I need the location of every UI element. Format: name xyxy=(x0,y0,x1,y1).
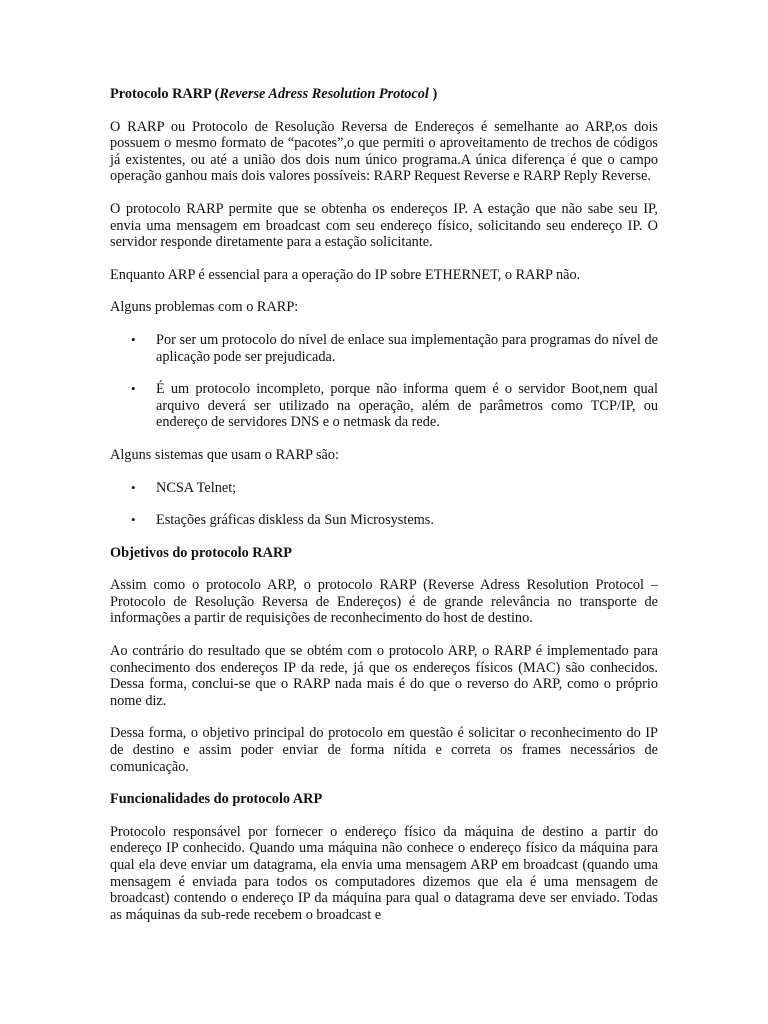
document-body xyxy=(110,86,658,939)
list-item xyxy=(110,381,658,431)
list-item-text: NCSA Telnet; xyxy=(156,479,237,496)
list-item-text: Estações gráficas diskless da Sun Microsystems. xyxy=(156,512,434,529)
bullet-icon: • xyxy=(131,331,136,347)
heading-protocolo-rarp xyxy=(110,86,658,103)
bullet-icon: • xyxy=(131,381,136,397)
heading-objetivos: Objetivos do protocolo RARP xyxy=(110,544,293,561)
paragraph-objetivos-2: Ao contrário do resultado que se obtém com o protocolo ARP, o RARP é implementado para conhecimento dos endereços IP da rede, já que os endereços físicos (MAC) são conhecidos. Dessa forma, conclui-se que o RARP nada mais é do que o reverso do ARP, como o próprio nome diz. xyxy=(110,643,658,709)
bullet-icon: • xyxy=(131,512,136,528)
paragraph-objetivos-3: Dessa forma, o objetivo principal do protocolo em questão é solicitar o reconhecimento do IP de destino e assim poder enviar de forma nítida e correta os frames necessários de comunicação. xyxy=(110,725,658,775)
heading-funcionalidades: Funcionalidades do protocolo ARP xyxy=(110,791,323,808)
paragraph-rarp-ip: O protocolo RARP permite que se obtenha os endereços IP. A estação que não sabe seu IP, envia uma mensagem em broadcast com seu endereço físico, solicitando seu endereço IP. O servidor responde diretamente para a estação solicitante. xyxy=(110,200,658,251)
heading-text: Protocolo RARP ( xyxy=(110,86,220,102)
list-item xyxy=(110,512,658,529)
paragraph-arp-ethernet: Enquanto ARP é essencial para a operação do IP sobre ETHERNET, o RARP não. xyxy=(110,266,581,283)
list-item-text: Por ser um protocolo do nível de enlace sua implementação para programas do nível de aplicação pode ser prejudicada. xyxy=(156,331,658,365)
list-item-text: É um protocolo incompleto, porque não informa quem é o servidor Boot,nem qual arquivo deverá ser utilizado na operação, além de parâmetros como TCP/IP, ou endereço de servidores DNS e o netmask da rede. xyxy=(156,381,658,431)
heading-italic-text: Reverse Adress Resolution Protocol xyxy=(219,86,429,102)
list-item xyxy=(110,480,658,497)
list-item xyxy=(110,332,658,365)
heading-text-end: ) xyxy=(428,86,438,102)
paragraph-objetivos-1: Assim como o protocolo ARP, o protocolo RARP (Reverse Adress Resolution Protocol – Protocolo de Resolução Reversa de Endereços) é de grande relevância no transporte de informações a partir de requisições de reconhecimento do host de destino. xyxy=(110,577,658,627)
paragraph-problems-intro: Alguns problemas com o RARP: xyxy=(110,299,299,316)
bullet-icon: • xyxy=(131,479,136,495)
problems-list xyxy=(110,332,658,431)
systems-list xyxy=(110,480,658,529)
paragraph-systems-intro: Alguns sistemas que usam o RARP são: xyxy=(110,446,340,463)
paragraph-funcionalidades: Protocolo responsável por fornecer o endereço físico da máquina de destino a partir do endereço IP conhecido. Quando uma máquina não conhece o endereço físico da máquina para qual ela deve enviar um datagrama, ela envia uma mensagem ARP em broadcast (quando uma mensagem é enviada para todos os computadores dizemos que ela é uma mensagem de broadcast) contendo o endereço IP da máquina para qual o datagrama deve ser enviado. Todas as máquinas da sub-rede recebem o broadcast e xyxy=(110,823,658,923)
paragraph-intro: O RARP ou Protocolo de Resolução Reversa de Endereços é semelhante ao ARP,os dois possuem o mesmo formato de “pacotes”,o que permiti o aproveitamento de trechos de códigos já existentes, ou até a união dos dois num único programa.A única diferença é que o campo operação ganhou mais dois valores possíveis: RARP Request Reverse e RARP Reply Reverse. xyxy=(110,118,658,185)
